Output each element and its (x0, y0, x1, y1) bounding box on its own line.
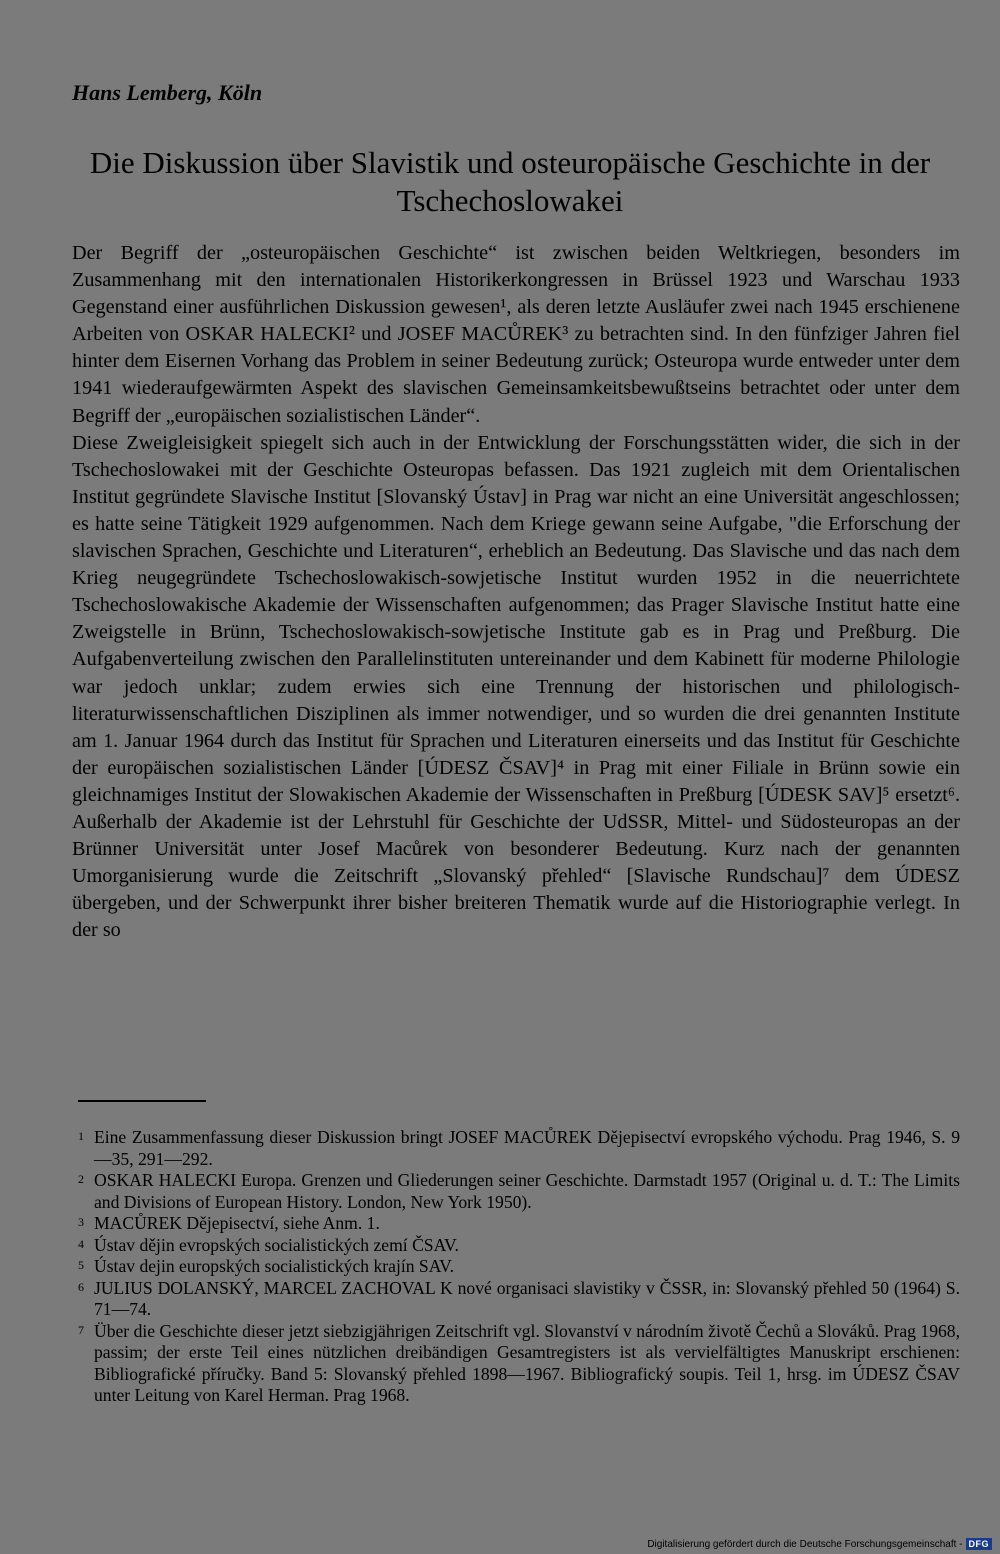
footnote-text: JULIUS DOLANSKÝ, MARCEL ZACHOVAL K nové organisaci slavistiky v ČSSR, in: Slovanský přehled 50 (1964) S. 71—74. (94, 1277, 960, 1319)
footnote-text: Ústav dejin europských socialistických krajín SAV. (94, 1256, 454, 1276)
footnote-number: 2 (78, 1172, 84, 1186)
footnote-number: 3 (78, 1215, 84, 1229)
footnote-separator (78, 1100, 206, 1102)
footnote-text: OSKAR HALECKI Europa. Grenzen und Gliederungen seiner Geschichte. Darmstadt 1957 (Original u. d. T.: The Limits and Divisions of European History. London, New York 1950). (94, 1170, 960, 1212)
footnote-text: Ústav dějin evropských socialistických zemí ČSAV. (94, 1234, 459, 1255)
title-line-2: Tschechoslowakei (396, 183, 624, 218)
footnote-5 (78, 1256, 960, 1278)
footnote-3 (78, 1213, 960, 1235)
paragraph-1: Der Begriff der „osteuropäischen Geschichte“ ist zwischen beiden Weltkriegen, besonders im Zusammenhang mit den internationalen Historikerkongressen in Brüssel 1923 und Warschau 1933 Gegenstand einer ausführlichen Diskussion gewesen¹, als deren letzte Ausläufer zwei nach 1945 erschienene Arbeiten von OSKAR HALECKI² und JOSEF MACŮREK³ zu betrachten sind. In den fünfziger Jahren fiel hinter dem Eisernen Vorhang das Problem in seiner Bedeutung zurück; Osteuropa wurde entweder unter dem 1941 wiederaufgewärmten Aspekt des slavischen Gemeinsamkeitsbewußtseins betrachtet oder unter dem Begriff der „europäischen sozialistischen Länder“. (72, 242, 960, 427)
footnote-number: 1 (78, 1129, 84, 1143)
footnote-number: 7 (78, 1322, 84, 1337)
footnotes (78, 1127, 960, 1407)
footnote-number: 5 (78, 1258, 84, 1272)
author-line: Hans Lemberg, Köln (72, 80, 263, 105)
footnote-1 (78, 1127, 960, 1170)
footnote-7 (78, 1321, 960, 1407)
title-line-1: Die Diskussion über Slavistik und osteuropäische Geschichte in der (89, 145, 931, 180)
footnote-text: Eine Zusammenfassung dieser Diskussion bringt JOSEF MACŮREK Dějepisectví evropského východu. Prag 1946, S. 9—35, 291—292. (94, 1127, 960, 1169)
footnote-2 (78, 1170, 960, 1213)
digitization-footer (647, 1538, 992, 1550)
paragraph-2: Diese Zweigleisigkeit spiegelt sich auch in der Entwicklung der Forschungsstätten wider, die sich in der Tschechoslowakei mit der Geschichte Osteuropas befassen. Das 1921 zugleich mit dem Orientalischen Institut gegründete Slavische Institut [Slovanský Ústav] in Prag war nicht an eine Universität angeschlossen; es hatte seine Tätigkeit 1929 aufgenommen. Nach dem Kriege gewann seine Aufgabe, "die Erforschung der slavischen Sprachen, Geschichte und Literaturen“, erheblich an Bedeutung. Das Slavische und das nach dem Krieg neugegründete Tschechoslowakisch-sowjetische Institut wurden 1952 in die neuerrichtete Tschechoslowakische Akademie der Wissenschaften aufgenommen; das Prager Slavische Institut hatte eine Zweigstelle in Brünn, Tschechoslowakisch-sowjetische Institute gab es in Prag und Preßburg. Die Aufgabenverteilung zwischen den Parallelinstituten untereinander und dem Kabinett für moderne Philologie war jedoch unklar; zudem erwies sich eine Trennung der historischen und philologisch-literaturwissenschaftlichen Disziplinen als immer notwendiger, und so wurden die drei genannten Institute am 1. Januar 1964 durch das Institut für Sprachen und Literaturen einerseits und das Institut für Geschichte der europäischen sozialistischen Länder [ÚDESZ ČSAV]⁴ in Prag mit einer Filiale in Brünn sowie ein gleichnamiges Institut der Slowakischen Akademie der Wissenschaften in Preßburg [ÚDESK SAV]⁵ ersetzt⁶. Außerhalb der Akademie ist der Lehrstuhl für Geschichte der UdSSR, Mittel- und Südosteuropas an der Brünner Universität unter Josef Macůrek von besonderer Bedeutung. Kurz nach der genannten Umorganisierung wurde die Zeitschrift „Slovanský přehled“ [Slavische Rundschau]⁷ dem ÚDESZ übergeben, und der Schwerpunkt ihrer bisher breiteren Thematik wurde auf die Historiographie verlegt. In der so (72, 431, 960, 942)
footnote-number: 4 (78, 1236, 84, 1251)
footnote-text: Über die Geschichte dieser jetzt siebzigjährigen Zeitschrift vgl. Slovanství v národním životě Čechů a Slováků. Prag 1968, passim; der erste Teil eines nützlichen dreibändigen Gesamtregisters ist als vervielfältigtes Manuskript erschienen: Bibliografické příručky. Band 5: Slovanský přehled 1898—1967. Bibliografický soupis. Teil 1, hrsg. im ÚDESZ ČSAV unter Leitung von Karel Herman. Prag 1968. (94, 1320, 960, 1405)
footnote-number: 6 (78, 1279, 84, 1294)
footnote-6 (78, 1278, 960, 1321)
footnote-text: MACŮREK Dějepisectví, siehe Anm. 1. (94, 1213, 380, 1233)
article-title (40, 144, 980, 220)
footnote-4 (78, 1235, 960, 1257)
dfg-logo-icon: DFG (966, 1538, 993, 1550)
body-text (72, 240, 960, 944)
footer-credit: Digitalisierung gefördert durch die Deutsche Forschungsgemeinschaft - (647, 1538, 963, 1550)
